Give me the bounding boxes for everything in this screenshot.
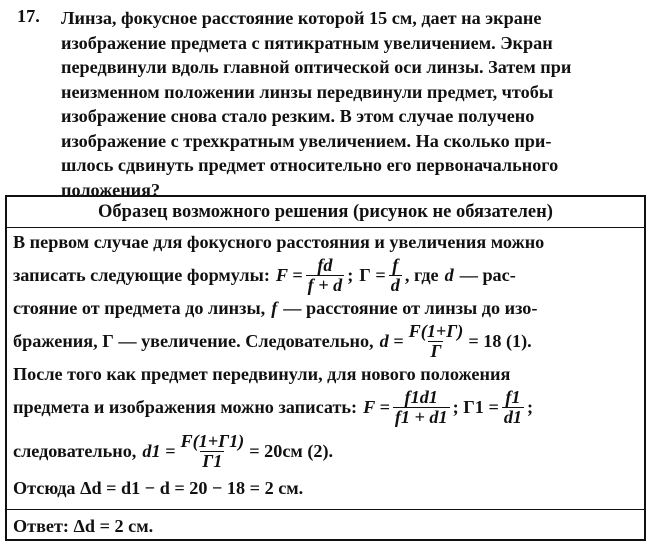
solution-text: После того как предмет передвинули, для нового положения <box>13 364 511 384</box>
problem-line: изображение предмета с пятикратным увеличением. Экран <box>61 32 553 53</box>
problem-line: передвинули вдоль главной оптической оси линзы. Затем при <box>61 57 572 77</box>
fraction-denominator: d <box>390 275 400 295</box>
formula-magnification-label: Г = <box>359 265 386 285</box>
formula-result: = 18 (1). <box>468 331 532 351</box>
fraction-denominator: d1 <box>503 407 522 427</box>
fraction-denominator: Г1 <box>202 451 223 471</box>
formula-lens-label: F = <box>275 265 303 285</box>
separator: ; <box>527 397 534 417</box>
solution-line-2 <box>13 256 516 295</box>
answer-line <box>13 516 153 537</box>
fraction-denominator: Г <box>430 341 442 361</box>
problem-text <box>61 6 637 202</box>
problem-line: неизменном положении линзы передвинули предмет, чтобы <box>61 81 554 102</box>
fraction-d <box>407 322 466 361</box>
solution-header: Образец возможного решения (рисунок не обязателен) <box>7 197 644 228</box>
solution-line-8 <box>13 478 303 499</box>
fraction-numerator: F(1+Г1) <box>180 431 245 451</box>
separator: ; <box>347 265 354 285</box>
problem-line: Линза, фокусное расстояние которой 15 см, дает на экране <box>61 8 542 28</box>
problem-number: 17. <box>17 6 40 26</box>
formula-d-label: d = <box>379 331 404 351</box>
formula-lens-label: F = <box>363 397 390 417</box>
problem-line: изображение с трехкратным увеличением. На сколько при- <box>61 130 552 151</box>
variable-f: f <box>271 298 278 318</box>
solution-text: — рас- <box>459 265 516 285</box>
fraction-magnification <box>389 256 402 295</box>
solution-line-6 <box>13 388 533 427</box>
fraction-numerator: fd <box>317 255 333 275</box>
solution-text: В первом случае для фокусного расстояния и увеличения можно <box>13 232 545 252</box>
fraction-denominator: f + d <box>307 275 343 295</box>
solution-text: Отсюда Δd = d1 − d = 20 − 18 = 2 см. <box>13 478 304 498</box>
fraction-numerator: F(1+Г) <box>408 321 464 341</box>
fraction-magnification-new <box>502 388 524 427</box>
problem-line: шлось сдвинуть предмет относительно его первоначального <box>61 155 559 175</box>
fraction-lens <box>306 256 345 295</box>
fraction-d1 <box>178 432 246 471</box>
formula-result: = 20см (2). <box>249 441 334 461</box>
problem-line: положения? <box>61 179 161 200</box>
formula-d1-label: d1 = <box>142 441 176 461</box>
solution-text: бражения, Г — увеличение. Следовательно, <box>13 331 374 351</box>
fraction-numerator: f1d1 <box>404 387 438 407</box>
solution-text: , где <box>404 265 439 285</box>
solution-box <box>5 195 646 541</box>
fraction-denominator: f1 + d1 <box>394 407 448 427</box>
problem-line: изображение снова стало резким. В этом случае получено <box>61 106 535 126</box>
solution-text: стояние от предмета до линзы, <box>13 298 266 318</box>
formula-magnification-label: ; Г1 = <box>452 397 499 417</box>
solution-text: — расстояние от линзы до изо- <box>283 298 538 318</box>
fraction-numerator: f <box>392 255 399 275</box>
fraction-numerator: f1 <box>505 387 521 407</box>
solution-text: предмета и изображения можно записать: <box>13 397 358 417</box>
solution-line-5 <box>13 364 510 385</box>
solution-line-4 <box>13 322 532 361</box>
solution-text: следовательно, <box>13 441 137 461</box>
variable-d: d <box>444 265 454 285</box>
solution-line-1 <box>13 232 544 253</box>
solution-line-7 <box>13 432 333 471</box>
solution-text: записать следующие формулы: <box>13 265 270 285</box>
solution-line-3 <box>13 298 537 319</box>
fraction-lens-new <box>393 388 450 427</box>
answer-divider <box>7 509 644 510</box>
answer-text: Ответ: Δd = 2 см. <box>13 516 154 536</box>
